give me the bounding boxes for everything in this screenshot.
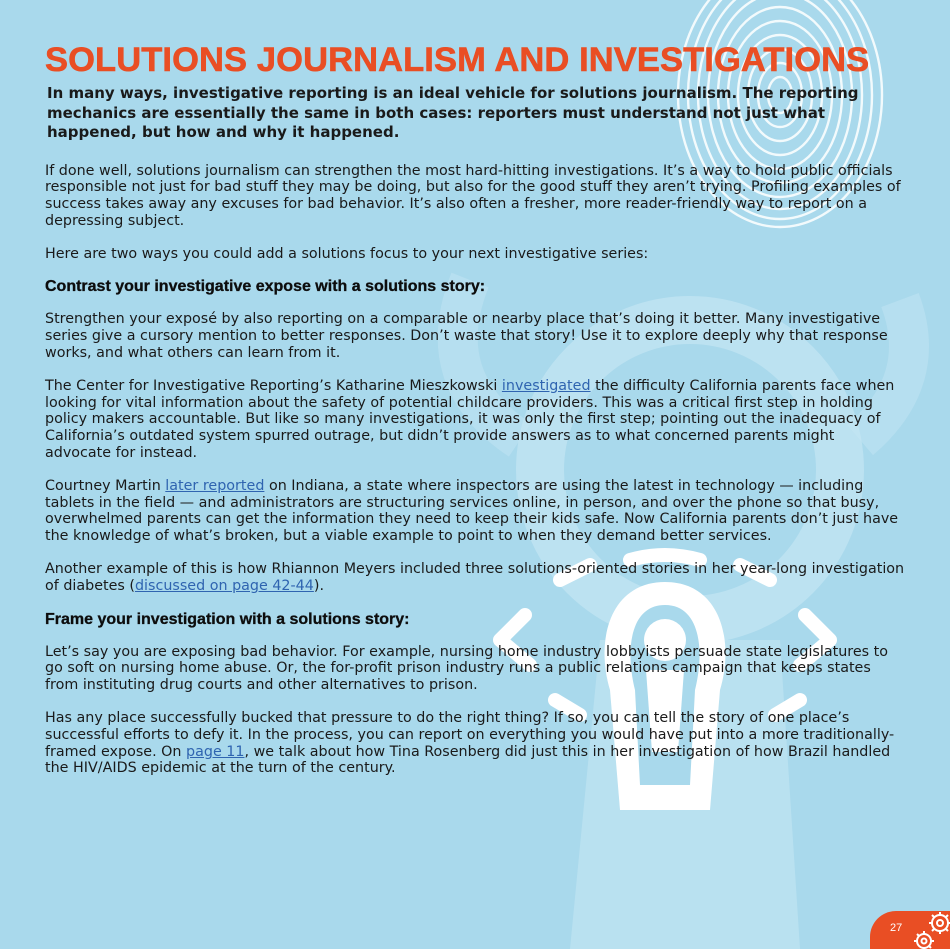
paragraph-6 — [45, 561, 905, 595]
paragraph-5-text-after: on Indiana, a state where inspectors are using the latest in technology — including tablets in the field — and administrators are structuring services online, in person, and over the phone so that busy, overwhelmed parents can get the information they need to keep their kids safe. Now California parents don’t just have the knowledge of what’s broken, but a viable example to point to when they demand better services. — [45, 477, 899, 545]
paragraph-6-text: Another example of this is how Rhiannon Meyers included three solutions-oriented stories in her year-long investigation of diabetes ( — [45, 561, 905, 594]
page-number: 27 — [890, 922, 903, 934]
investigated-link[interactable]: investigated — [501, 377, 591, 394]
discussed-page-link[interactable]: discussed on page 42-44 — [134, 577, 314, 594]
page-11-link[interactable]: page 11 — [186, 743, 245, 760]
paragraph-6-text-after: ). — [313, 577, 324, 594]
paragraph-8-text: Has any place successfully bucked that pressure to do the right thing? If so, you can tell the story of one place’s successful efforts to defy it. In the process, you can report on everything you would have put into a more traditionally-framed expose. On — [45, 710, 895, 760]
intro-paragraph: In many ways, investigative reporting is an ideal vehicle for solutions journalism. The reporting mechanics are essentially the same in both cases: reporters must understand not just what happened, but how and why it happened. — [47, 84, 859, 141]
paragraph-4-text: The Center for Investigative Reporting’s Katharine Mieszkowski — [45, 377, 502, 394]
paragraph-2: Here are two ways you could add a solutions focus to your next investigative series: — [45, 245, 649, 262]
paragraph-8-text-after: , we talk about how Tina Rosenberg did just this in her investigation of how Brazil handled the HIV/AIDS epidemic at the turn of the century. — [45, 743, 891, 777]
paragraph-5 — [45, 478, 905, 545]
paragraph-7: Let’s say you are exposing bad behavior. For example, nursing home industry lobbyists persuade state legislatures to go soft on nursing home abuse. Or, the for-profit prison industry runs a public relations campaign that keeps states from instituting drug courts and other alternatives to prison. — [45, 643, 888, 694]
gear-icon — [910, 911, 950, 949]
paragraph-8 — [45, 710, 905, 777]
paragraph-1: If done well, solutions journalism can strengthen the most hard-hitting investigations. It’s a way to hold public officials responsible not just for bad stuff they may be doing, but also for the good stuff they aren’t trying. Profiling examples of success takes away any excuses for bad behavior. It’s also often a fresher, more reader-friendly way to report on a depressing subject. — [45, 162, 901, 229]
heading-contrast: Contrast your investigative expose with a solutions story: — [45, 278, 486, 296]
paragraph-5-text: Courtney Martin — [45, 477, 166, 494]
paragraph-4 — [45, 378, 905, 462]
heading-frame: Frame your investigation with a solutions story: — [45, 610, 410, 628]
page-number-badge — [870, 911, 950, 949]
paragraph-4-text-after: the difficulty California parents face when looking for vital information about the safety of potential childcare providers. This was a critical first step in holding policy makers accountable. But like so many investigations, it was only the first step; pointing out the inadequacy of California’s outdated system spurred outrage, but didn’t provide answers as to what concerned parents might advocate for instead. — [45, 377, 895, 462]
paragraph-3: Strengthen your exposé by also reporting on a comparable or nearby place that’s doing it better. Many investigative series give a cursory mention to better responses. Don’t waste that story! Use it to explore deeply why that response works, and what others can learn from it. — [45, 311, 888, 362]
later-reported-link[interactable]: later reported — [165, 477, 265, 494]
page-title: SOLUTIONS JOURNALISM AND INVESTIGATIONS — [45, 41, 870, 79]
page-content — [45, 40, 905, 777]
